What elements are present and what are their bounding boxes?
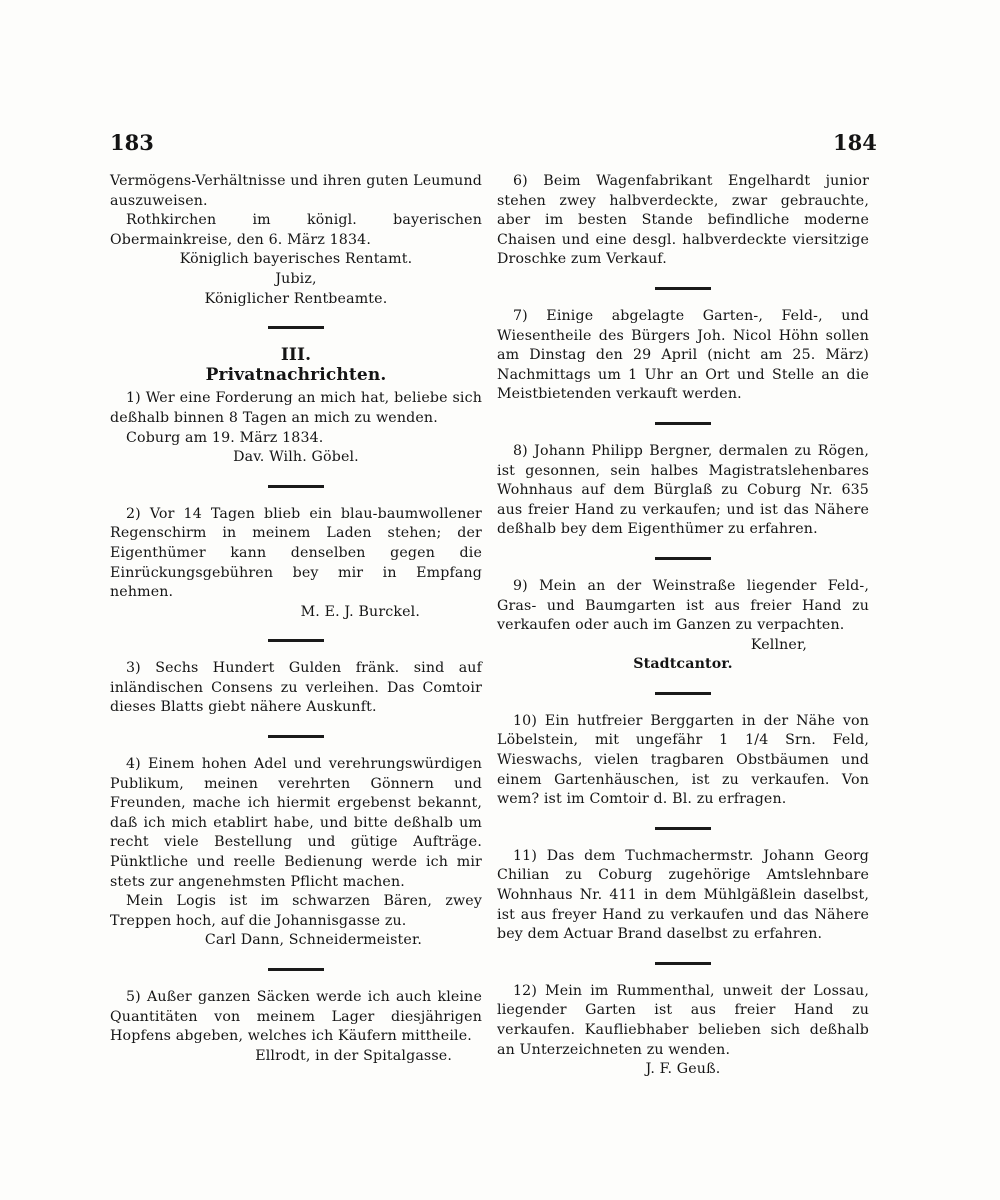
divider-rule — [268, 968, 324, 971]
notice-8-text: 8) Johann Philipp Bergner, dermalen zu Rögen, ist gesonnen, sein halbes Magistratslehenbares Wohnhaus auf dem Bürglaß zu Coburg Nr. 635 aus freier Hand zu verkaufen; und ist das Nähere deßhalb bey dem Eigenthümer zu erfahren. — [497, 442, 869, 538]
divider-rule — [655, 287, 711, 290]
page-number-left: 183 — [110, 130, 154, 155]
notice-4-address: Mein Logis ist im schwarzen Bären, zwey Treppen hoch, auf die Johannisgasse zu. — [110, 893, 482, 929]
notice-10-text: 10) Ein hutfreier Berggarten in der Nähe von Löbelstein, mit ungefähr 1 1/4 Srn. Feld, Wieswachs, vielen tragbaren Obstbäumen und einem Gartenhäuschen, ist zu verkaufen. Von wem? ist im Comtoir d. Bl. zu erfragen. — [497, 712, 869, 808]
notice-3-text: 3) Sechs Hundert Gulden fränk. sind auf inländischen Consens zu verleihen. Das Comtoir dieses Blatts giebt nähere Auskunft. — [110, 660, 482, 716]
notice-9-signature-title: Stadtcantor. — [633, 656, 733, 673]
divider-rule — [268, 485, 324, 488]
divider-rule — [268, 735, 324, 738]
office-name: Königlich bayerisches Rentamt. — [179, 251, 413, 268]
notice-12-text: 12) Mein im Rummenthal, unweit der Lossau, liegender Garten ist aus freier Hand zu verkaufen. Kaufliebhaber belieben sich deßhalb an Unterzeichneten zu wenden. — [497, 982, 869, 1058]
divider-rule — [655, 962, 711, 965]
notice-5-text: 5) Außer ganzen Säcken werde ich auch kleine Quantitäten von meinem Lager diesjährigen Hopfens abgeben, welches ich Käufern mittheile. — [110, 989, 482, 1045]
place-date: Rothkirchen im königl. bayerischen Obermainkreise, den 6. März 1834. — [110, 212, 482, 248]
notice-1-place-date: Coburg am 19. März 1834. — [126, 429, 324, 446]
divider-rule — [655, 422, 711, 425]
notice-6-text: 6) Beim Wagenfabrikant Engelhardt junior stehen zwey halbverdeckte, zwar gebrauchte, aber im besten Stande befindliche moderne Chaisen und eine desgl. halbverdeckte viersitzige Droschke zum Verkauf. — [497, 173, 869, 268]
divider-rule — [655, 557, 711, 560]
notice-1-text: 1) Wer eine Forderung an mich hat, beliebe sich deßhalb binnen 8 Tagen an mich zu wenden. — [110, 390, 482, 426]
notice-4-text: 4) Einem hohen Adel und verehrungswürdigen Publikum, meinen verehrten Gönnern und Freunden, mache ich hiermit ergebenst bekannt, daß ich mich etablirt habe, und bitte deßhalb um recht viele Bestellung und gütige Aufträge. Pünktliche und reelle Bedienung werde ich mir stets zur angenehmsten Pflicht machen. — [110, 756, 482, 890]
notice-2-signature: M. E. J. Burckel. — [300, 603, 420, 620]
notice-5-signature: Ellrodt, in der Spitalgasse. — [255, 1047, 452, 1064]
notice-11-text: 11) Das dem Tuchmachermstr. Johann Georg Chilian zu Coburg zugehörige Amtslehnbare Wohnhaus Nr. 411 in dem Mühlgäßlein daselbst, ist aus freyer Hand zu verkaufen und das Nähere bey dem Actuar Brand daselbst zu erfahren. — [497, 847, 869, 943]
divider-rule — [655, 692, 711, 695]
notice-7-text: 7) Einige abgelagte Garten-, Feld-, und Wiesentheile des Bürgers Joh. Nicol Höhn sollen am Dinstag den 29 April (nicht am 25. März) Nachmittags um 1 Uhr an Ort und Stelle an die Meistbietenden verkauft werden. — [497, 307, 869, 403]
divider-rule — [268, 326, 324, 329]
notice-9-signature-name: Kellner, — [750, 636, 807, 653]
notice-4-signature: Carl Dann, Schneidermeister. — [204, 932, 422, 949]
notice-9-text: 9) Mein an der Weinstraße liegender Feld-, Gras- und Baumgarten ist aus freier Hand zu verkaufen oder auch im Ganzen zu verpachten. — [497, 577, 869, 634]
divider-rule — [655, 827, 711, 830]
page-number-right: 184 — [833, 130, 877, 155]
section-title: Privatnachrichten. — [205, 364, 387, 385]
notice-1-signature: Dav. Wilh. Göbel. — [233, 449, 359, 466]
intro-text: Vermögens-Verhältnisse und ihren guten Leumund auszuweisen. — [110, 173, 482, 209]
notice-12-signature: J. F. Geuß. — [645, 1061, 721, 1078]
left-column — [110, 172, 482, 1066]
notice-2-text: 2) Vor 14 Tagen blieb ein blau-baumwollener Regenschirm in meinem Laden stehen; der Eigenthümer kann denselben gegen die Einrückungsgebühren bey mir in Empfang nehmen. — [110, 505, 482, 601]
divider-rule — [268, 639, 324, 642]
official-title: Königlicher Rentbeamte. — [204, 290, 388, 307]
official-name: Jubiz, — [275, 270, 317, 287]
section-number: III. — [280, 345, 312, 366]
right-column — [497, 172, 869, 1080]
